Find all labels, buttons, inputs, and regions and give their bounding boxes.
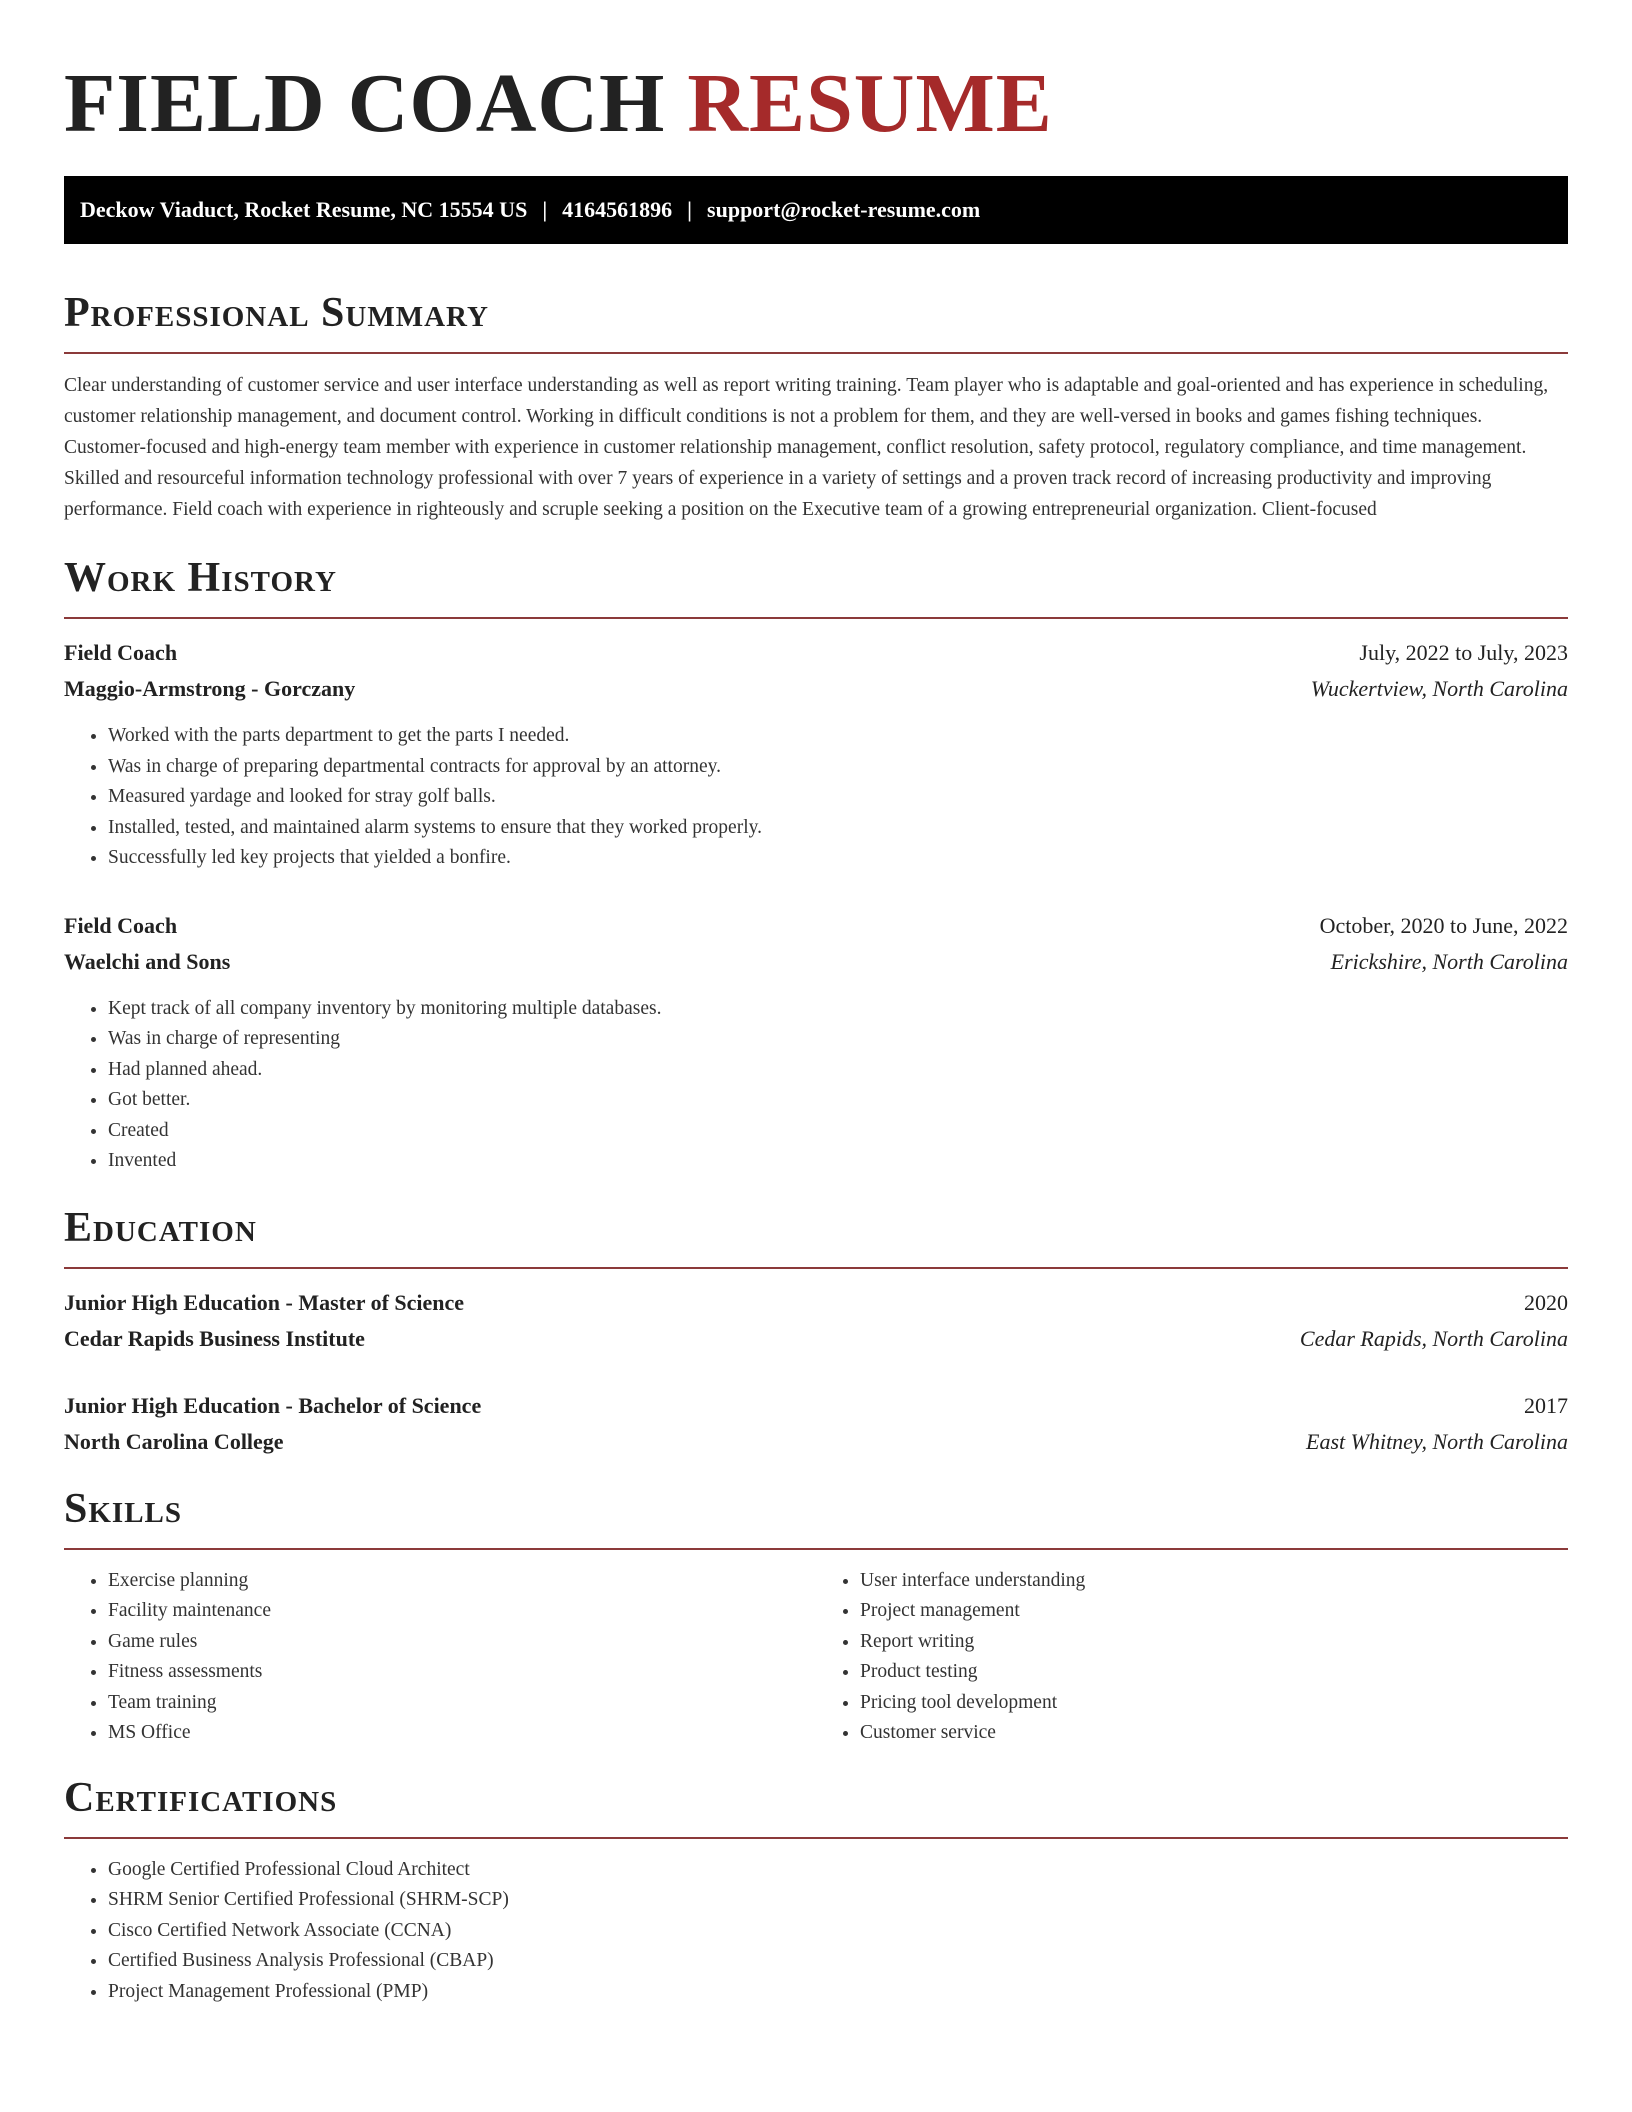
job-bullet: • Got better. — [108, 1085, 1568, 1116]
education-entry — [64, 1388, 1568, 1460]
job-entry — [64, 635, 1568, 874]
work-history-heading: Work History — [64, 555, 337, 601]
skill-item: • User interface understanding — [860, 1566, 1568, 1597]
certification-item: • Google Certified Professional Cloud Architect — [108, 1855, 1568, 1886]
skills-list-left — [64, 1566, 816, 1749]
section-divider — [64, 1548, 1568, 1550]
job-bullet: • Successfully led key projects that yielded a bonfire. — [108, 843, 1568, 874]
skill-item: • Customer service — [860, 1718, 1568, 1749]
certification-item: • Certified Business Analysis Professional (CBAP) — [108, 1946, 1568, 1977]
skill-item: • Team training — [108, 1688, 816, 1719]
education-section — [64, 1203, 1568, 1460]
certification-item: • SHRM Senior Certified Professional (SHRM-SCP) — [108, 1885, 1568, 1916]
certifications-section — [64, 1773, 1568, 2008]
education-year: 2017 — [1524, 1392, 1568, 1418]
education-year: 2020 — [1524, 1289, 1568, 1315]
contact-separator: | — [687, 197, 693, 222]
education-heading: Education — [64, 1204, 257, 1251]
job-bullet: • Installed, tested, and maintained alarm systems to ensure that they worked properly. — [108, 813, 1568, 844]
skills-heading: Skills — [64, 1485, 183, 1532]
job-bullet: • Measured yardage and looked for stray golf balls. — [108, 782, 1568, 813]
certifications-list — [64, 1855, 1568, 2008]
job-entry — [64, 908, 1568, 1177]
skill-item: • Project management — [860, 1596, 1568, 1627]
section-divider — [64, 1837, 1568, 1839]
education-entry — [64, 1285, 1568, 1357]
education-school: North Carolina College — [64, 1428, 284, 1454]
skill-item: • MS Office — [108, 1718, 816, 1749]
job-dates: July, 2022 to July, 2023 — [1359, 640, 1568, 665]
skills-columns — [64, 1566, 1568, 1749]
certification-item: • Cisco Certified Network Associate (CCNA) — [108, 1916, 1568, 1947]
resume-page — [64, 0, 1568, 2007]
certification-item: • Project Management Professional (PMP) — [108, 1977, 1568, 2008]
education-degree: Junior High Education - Bachelor of Science — [64, 1392, 482, 1418]
section-divider — [64, 352, 1568, 354]
skills-list-right — [816, 1566, 1568, 1749]
job-location: Wuckertview, North Carolina — [1310, 676, 1568, 701]
contact-address: Deckow Viaduct, Rocket Resume, NC 15554 US — [80, 197, 528, 222]
skill-item: • Exercise planning — [108, 1566, 816, 1597]
job-location: Erickshire, North Carolina — [1330, 948, 1568, 974]
skill-item: • Fitness assessments — [108, 1657, 816, 1688]
job-bullet: • Created — [108, 1116, 1568, 1147]
contact-separator: | — [542, 197, 548, 222]
summary-text: Clear understanding of customer service and user interface understanding as well as report writing training. Team player who is adaptable and goal-oriented and has experience in scheduling, customer relationship management, and document control. Working in difficult conditions is not a problem for them, and they are well-versed in books and games fishing techniques. Customer-focused and high-energy team member with experience in customer relationship management, conflict resolution, safety protocol, regulatory compliance, and time management. Skilled and resourceful information technology professional with over 7 years of experience in a variety of settings and a proven track record of increasing productivity and improving performance. Field coach with experience in righteously and scruple seeking a position on the Executive team of a growing entrepreneurial organization. Client-focused — [64, 375, 1549, 520]
education-location: Cedar Rapids, North Carolina — [1299, 1325, 1568, 1351]
resume-title-main: FIELD COACH — [64, 57, 666, 150]
job-bullet: • Kept track of all company inventory by monitoring multiple databases. — [108, 994, 1568, 1025]
job-bullets — [64, 721, 1568, 874]
job-bullet: • Had planned ahead. — [108, 1055, 1568, 1086]
resume-title-accent: RESUME — [687, 57, 1053, 150]
certifications-heading: Certifications — [64, 1774, 338, 1821]
job-company: Maggio-Armstrong - Gorczany — [64, 676, 356, 701]
summary-section — [64, 288, 1568, 525]
contact-email: support@rocket-resume.com — [707, 197, 981, 222]
skill-item: • Facility maintenance — [108, 1596, 816, 1627]
job-title: Field Coach — [64, 640, 178, 665]
skills-section — [64, 1484, 1568, 1749]
skill-item: • Game rules — [108, 1627, 816, 1658]
section-divider — [64, 617, 1568, 619]
job-bullets — [64, 994, 1568, 1177]
resume-title — [64, 58, 1568, 150]
contact-phone: 4164561896 — [562, 197, 673, 222]
education-location: East Whitney, North Carolina — [1306, 1428, 1568, 1454]
job-company: Waelchi and Sons — [64, 948, 231, 974]
job-title: Field Coach — [64, 912, 178, 938]
work-history-section — [64, 553, 1568, 1177]
job-bullet: • Was in charge of preparing departmental contracts for approval by an attorney. — [108, 752, 1568, 783]
education-school: Cedar Rapids Business Institute — [64, 1325, 365, 1351]
skill-item: • Product testing — [860, 1657, 1568, 1688]
contact-bar — [64, 176, 1568, 244]
job-dates: October, 2020 to June, 2022 — [1319, 912, 1568, 938]
summary-heading: Professional Summary — [64, 290, 489, 336]
job-bullet: • Invented — [108, 1146, 1568, 1177]
section-divider — [64, 1267, 1568, 1269]
education-degree: Junior High Education - Master of Science — [64, 1289, 465, 1315]
job-bullet: • Worked with the parts department to get the parts I needed. — [108, 721, 1568, 752]
skill-item: • Report writing — [860, 1627, 1568, 1658]
job-bullet: • Was in charge of representing — [108, 1024, 1568, 1055]
skill-item: • Pricing tool development — [860, 1688, 1568, 1719]
